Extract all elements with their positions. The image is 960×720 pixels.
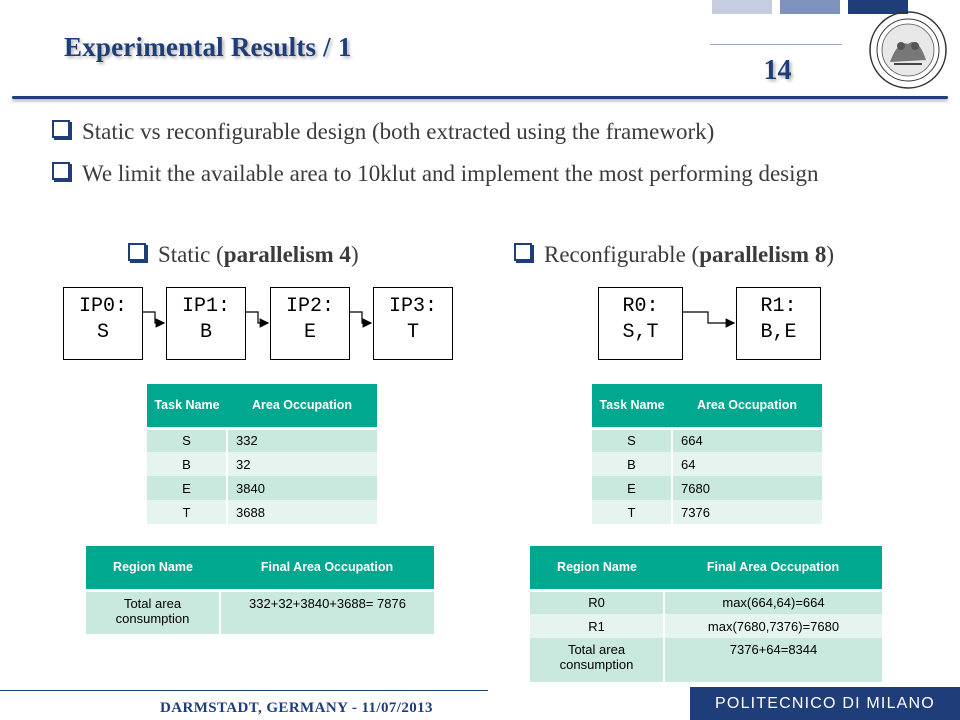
col-header-region-name: Region Name — [530, 546, 664, 590]
r0-name: R0: — [622, 295, 659, 318]
col-header-area-occupation: Area Occupation — [227, 384, 377, 428]
ip2-task: E — [303, 321, 316, 344]
area-cell: 7376 — [672, 500, 822, 524]
area-cell: 3840 — [227, 476, 377, 500]
task-cell: T — [147, 500, 227, 524]
final-area-cell: max(7680,7376)=7680 — [664, 614, 882, 638]
page-number: 14 — [763, 55, 792, 86]
task-cell: E — [592, 476, 672, 500]
table-row — [592, 428, 822, 452]
area-cell: 664 — [672, 428, 822, 452]
arrow-r0-r1 — [683, 312, 734, 323]
area-cell: 332 — [227, 428, 377, 452]
bullet-2-text: We limit the available area to 10klut and implement the most performing design — [82, 161, 819, 186]
ip0-name: IP0: — [78, 295, 127, 318]
r1-task: B,E — [760, 321, 797, 344]
footer-location-date: DARMSTADT, GERMANY - 11/07/2013 — [160, 700, 433, 716]
ip1-name: IP1: — [181, 295, 230, 318]
task-cell: E — [147, 476, 227, 500]
static-heading-bold: parallelism 4 — [223, 242, 351, 267]
final-area-cell: 7376+64=8344 — [664, 638, 882, 682]
table-row — [147, 452, 377, 476]
arrow-ip2-ip3 — [350, 312, 371, 323]
ip1-task: B — [199, 321, 212, 344]
region-cell: R1 — [530, 614, 664, 638]
arrow-ip0-ip1 — [143, 312, 164, 323]
reconfig-region-table — [530, 546, 882, 682]
col-header-task-name: Task Name — [592, 384, 672, 428]
static-region-table — [86, 546, 434, 634]
reconfig-heading-pre: Reconfigurable ( — [544, 242, 700, 267]
ip3-task: T — [406, 321, 419, 344]
table-row — [592, 500, 822, 524]
task-cell: B — [147, 452, 227, 476]
area-cell: 64 — [672, 452, 822, 476]
task-cell: S — [147, 428, 227, 452]
area-cell: 32 — [227, 452, 377, 476]
table-row — [592, 452, 822, 476]
table-row — [530, 590, 882, 614]
static-task-table — [147, 384, 377, 524]
static-heading-post: ) — [350, 242, 359, 267]
r1-name: R1: — [760, 295, 797, 318]
col-header-final-area: Final Area Occupation — [220, 546, 434, 590]
region-cell: Total area consumption — [530, 638, 664, 682]
reconfig-heading-post: ) — [826, 242, 834, 267]
bullet-1-text: Static vs reconfigurable design (both extracted using the framework) — [82, 119, 715, 144]
col-header-area-occupation: Area Occupation — [672, 384, 822, 428]
area-cell: 7680 — [672, 476, 822, 500]
table-row — [147, 428, 377, 452]
task-cell: T — [592, 500, 672, 524]
table-row — [147, 476, 377, 500]
footer-divider — [0, 690, 488, 691]
col-header-region-name: Region Name — [86, 546, 220, 590]
ip0-task: S — [96, 321, 109, 344]
ip3-name: IP3: — [388, 295, 437, 318]
static-heading-pre: Static ( — [158, 242, 224, 267]
r0-task: S,T — [622, 321, 659, 344]
area-cell: 3688 — [227, 500, 377, 524]
task-cell: B — [592, 452, 672, 476]
region-cell: R0 — [530, 590, 664, 614]
table-row — [147, 500, 377, 524]
reconfig-heading-bold: parallelism 8 — [699, 242, 827, 267]
table-row — [86, 590, 434, 634]
final-area-cell: 332+32+3840+3688= 7876 — [220, 590, 434, 634]
final-area-cell: max(664,64)=664 — [664, 590, 882, 614]
task-cell: S — [592, 428, 672, 452]
table-row — [592, 476, 822, 500]
col-header-task-name: Task Name — [147, 384, 227, 428]
ip2-name: IP2: — [285, 295, 334, 318]
reconfig-task-table — [592, 384, 822, 524]
region-cell: Total area consumption — [86, 590, 220, 634]
table-row — [530, 614, 882, 638]
slide-title: Experimental Results / 1 — [64, 32, 352, 62]
arrow-ip1-ip2 — [246, 312, 268, 323]
col-header-final-area: Final Area Occupation — [664, 546, 882, 590]
footer-institution-banner: POLITECNICO DI MILANO — [690, 687, 960, 720]
table-row — [530, 638, 882, 682]
